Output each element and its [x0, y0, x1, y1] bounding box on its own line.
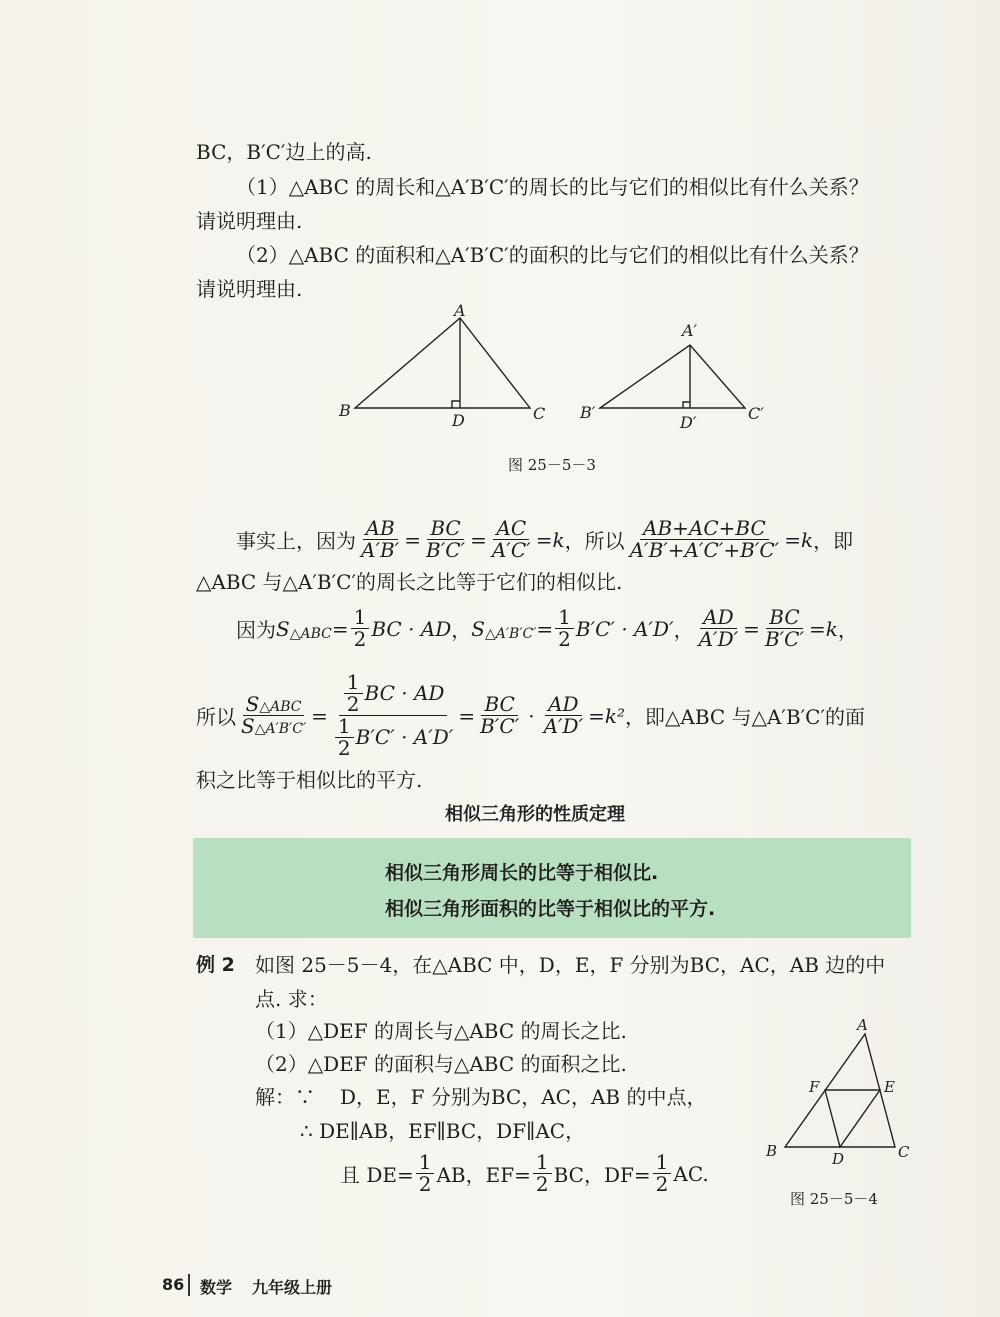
example-line-2: 点. 求：	[255, 987, 328, 1011]
frac-num: BC	[481, 694, 517, 716]
label-b1: B′	[580, 403, 596, 422]
fraction-ab	[358, 518, 402, 561]
fraction-half	[351, 607, 370, 650]
frac-num: AC	[493, 518, 529, 540]
fraction-area-ratio	[238, 694, 309, 737]
dot: ·	[528, 703, 535, 728]
text-line-5: 请说明理由.	[196, 277, 303, 301]
p1-text-b: ，所以	[564, 529, 625, 553]
p2-text-a: 因为	[236, 618, 276, 642]
frac-den: A′C′	[491, 538, 531, 562]
equals: =	[331, 616, 349, 641]
area-symbol: S	[471, 616, 485, 641]
frac-num: 1	[335, 716, 354, 738]
question-1: （1）△ABC 的周长和△A′B′C′的周长的比与它们的相似比有什么关系？	[236, 175, 869, 199]
equals: =	[311, 703, 328, 728]
fraction-ad	[696, 607, 742, 650]
area-subscript-a1b1c1: △A′B′C′	[484, 625, 537, 642]
fraction-half	[416, 1152, 435, 1195]
equals: =	[536, 616, 554, 641]
frac-den: B′C′	[764, 627, 805, 651]
label-c: C	[533, 404, 546, 423]
label-d: D	[832, 1150, 845, 1168]
sol-text-b: AB，EF=	[436, 1163, 531, 1187]
area-symbol: S	[276, 616, 290, 641]
frac-den: 2	[655, 1172, 669, 1196]
equals: =	[404, 527, 421, 552]
triangle-abc	[355, 318, 530, 408]
solution-label: 解：∵	[255, 1085, 315, 1109]
comma: ，	[673, 618, 694, 642]
theorem-box	[193, 838, 911, 938]
fraction-bc	[762, 607, 807, 650]
figure-25-5-4	[760, 1012, 920, 1172]
fraction-ad	[541, 694, 587, 737]
equals-k: =k	[784, 527, 814, 552]
frac-num: 1	[351, 607, 370, 629]
label-f: F	[809, 1078, 820, 1096]
equals: =	[458, 703, 476, 728]
frac-den: 2	[418, 1172, 432, 1196]
equals: =	[470, 527, 487, 552]
example-line-1: 如图 25－5－4，在△ABC 中，D，E，F 分别为BC，AC，AB 边的中	[255, 953, 886, 977]
area-subscript-a1b1c1: △A′B′C′	[254, 721, 307, 737]
frac-den	[238, 716, 309, 737]
fraction-ac	[489, 518, 534, 561]
solution-line-1: D，E，F 分别为BC，AC，AB 的中点，	[340, 1085, 707, 1109]
text-line-1: BC，B′C′边上的高.	[196, 140, 372, 164]
sol-text-c: BC，DF=	[553, 1163, 651, 1187]
label-a1: A′	[682, 321, 698, 340]
frac-num	[339, 672, 448, 716]
label-e: E	[884, 1078, 895, 1096]
p1-text-a: 事实上，因为	[236, 529, 356, 553]
frac-num: BC	[766, 607, 802, 629]
label-a: A	[454, 301, 466, 320]
frac-num: AD	[700, 607, 736, 629]
right-angle-mark-d1	[683, 402, 690, 408]
p1-text-c: ，即	[813, 529, 854, 553]
book-grade: 九年级上册	[252, 1278, 333, 1297]
theorem-title: 相似三角形的性质定理	[445, 804, 625, 825]
frac-num: BC	[427, 518, 463, 540]
fraction-bc	[477, 694, 522, 737]
frac-num: 1	[653, 1152, 672, 1174]
product-b1c1-a1d1: B′C′ · A′D′	[355, 725, 454, 749]
frac-den: 2	[558, 627, 571, 651]
p3-text-a: 所以	[196, 705, 236, 729]
product-b1c1-a1d1: B′C′ · A′D′	[575, 616, 674, 641]
paragraph-area-line-2: 积之比等于相似比的平方.	[196, 768, 423, 792]
question-2: （2）△ABC 的面积和△A′B′C′的面积的比与它们的相似比有什么关系？	[236, 243, 869, 267]
p3-text-b: ，即△ABC 与△A′B′C′的面	[625, 705, 866, 729]
fraction-half	[344, 672, 363, 715]
text-line-3: 请说明理由.	[196, 209, 303, 233]
theorem-statement-1: 相似三角形周长的比等于相似比.	[385, 862, 659, 884]
area-subscript-abc: △ABC	[259, 699, 302, 715]
equals: =	[743, 616, 760, 641]
sol-text-d: AC.	[673, 1161, 709, 1186]
frac-den	[330, 716, 456, 759]
area-symbol: S	[241, 714, 255, 738]
frac-den: A′D′	[698, 627, 739, 651]
sol-text-a: 且 DE=	[340, 1163, 414, 1187]
frac-num	[243, 694, 305, 716]
product-bc-ad: BC · AD	[364, 681, 445, 705]
figure-25-5-4-caption: 图 25－5－4	[790, 1190, 878, 1208]
equals-k-squared: =k²	[588, 703, 626, 728]
paragraph-area-ratio	[196, 672, 865, 759]
label-c1: C′	[748, 404, 764, 423]
comma: ，	[451, 618, 472, 642]
book-subject: 数学	[200, 1278, 233, 1297]
example-question-2: （2）△DEF 的面积与△ABC 的面积之比.	[255, 1052, 627, 1076]
fraction-half	[555, 607, 574, 650]
frac-den: B′C′	[426, 538, 466, 562]
fraction-half	[653, 1152, 672, 1195]
example-label: 例 2	[196, 954, 235, 976]
paragraph-perimeter	[236, 518, 853, 561]
figure-25-5-3-caption: 图 25－5－3	[508, 456, 596, 474]
triangle-a1b1c1	[600, 345, 745, 408]
frac-num: AB	[363, 518, 398, 540]
fraction-half	[533, 1152, 552, 1195]
right-angle-mark-d	[452, 401, 460, 408]
paragraph-perimeter-line-2: △ABC 与△A′B′C′的周长之比等于它们的相似比.	[196, 570, 623, 594]
area-subscript-abc: △ABC	[289, 625, 332, 642]
page-number: 86	[162, 1275, 185, 1294]
label-d: D	[452, 411, 465, 430]
label-b: B	[766, 1142, 778, 1160]
theorem-statement-2: 相似三角形面积的比等于相似比的平方.	[385, 898, 716, 920]
solution-line-2: ∴ DE∥AB，EF∥BC，DF∥AC，	[300, 1119, 586, 1143]
frac-num: 1	[555, 607, 574, 629]
frac-den: B′C′	[480, 714, 520, 738]
figure-25-5-3	[330, 300, 780, 440]
fraction-bc	[423, 518, 468, 561]
frac-den: A′B′	[361, 538, 400, 562]
frac-num: 1	[416, 1152, 435, 1174]
frac-num: AB+AC+BC	[640, 518, 769, 540]
frac-den: A′D′	[543, 714, 584, 738]
frac-den: 2	[337, 736, 351, 760]
frac-den: A′B′+A′C′+B′C′	[629, 538, 780, 562]
fraction-perimeter-sum	[627, 518, 783, 561]
footer-divider	[188, 1274, 190, 1296]
area-symbol: S	[245, 692, 260, 716]
label-b: B	[339, 401, 351, 420]
comma: ，	[837, 618, 858, 642]
frac-num: AD	[545, 694, 581, 716]
frac-num: 1	[533, 1152, 552, 1174]
frac-den: 2	[353, 627, 367, 651]
triangle-def	[825, 1090, 880, 1147]
label-a: A	[857, 1016, 868, 1034]
fraction-compound	[330, 672, 456, 759]
example-question-1: （1）△DEF 的周长与△ABC 的周长之比.	[255, 1019, 627, 1043]
paragraph-area-given	[236, 607, 858, 650]
label-d1: D′	[680, 413, 697, 432]
frac-num: 1	[344, 672, 363, 694]
frac-den: 2	[535, 1172, 549, 1196]
label-c: C	[898, 1143, 910, 1161]
product-bc-ad: BC · AD	[371, 616, 452, 641]
equals-k: =k	[535, 527, 565, 552]
frac-den: 2	[346, 692, 360, 716]
solution-line-3	[340, 1152, 709, 1195]
fraction-half	[335, 716, 354, 759]
equals-k: =k	[809, 616, 838, 641]
